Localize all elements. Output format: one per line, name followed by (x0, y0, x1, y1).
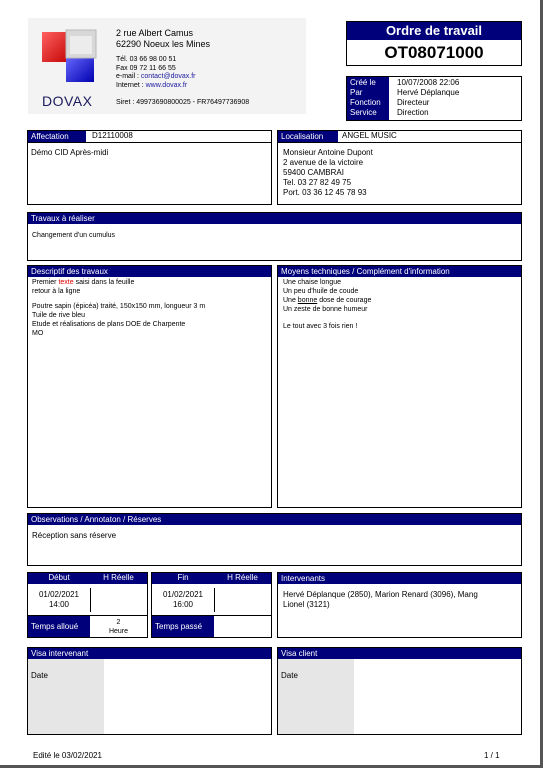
descriptif-label: Descriptif des travaux (28, 266, 271, 277)
order-title-box (346, 21, 522, 66)
intervenants-line-2: Lionel (3121) (283, 600, 330, 609)
meta-label-by: Par (350, 88, 363, 97)
travaux-box (27, 212, 522, 261)
localisation-box (277, 130, 522, 205)
debut-box (27, 572, 148, 638)
contact-name: Monsieur Antoine Dupont (283, 148, 373, 157)
intervenants-text (283, 590, 478, 610)
meta-value-created: 10/07/2008 22:06 (397, 78, 460, 87)
descriptif-text (32, 278, 205, 338)
company-address (116, 28, 210, 50)
moyens-line-1: Une chaise longue (283, 279, 341, 286)
visa-client-date-label: Date (281, 671, 298, 680)
contact-city: 59400 CAMBRAI (283, 168, 344, 177)
contact-phone: Tel. 03 27 82 49 75 (283, 178, 352, 187)
travaux-label: Travaux à réaliser (28, 213, 521, 224)
travaux-text: Changement d'un cumulus (32, 232, 116, 239)
address-line-2: 62290 Noeux les Mines (116, 39, 211, 49)
fin-label: Fin (177, 573, 189, 582)
meta-label-service: Service (350, 108, 377, 117)
meta-value-service: Direction (397, 108, 429, 117)
affectation-box (27, 130, 272, 205)
meta-row-function (347, 98, 521, 108)
visa-intervenant-label: Visa intervenant (28, 648, 271, 659)
affectation-code: D12110008 (92, 131, 133, 140)
web-label: Internet : (116, 81, 146, 89)
debut-time: 14:00 (48, 600, 70, 609)
order-meta-box (346, 76, 522, 121)
descriptif-line-1-red: texte (58, 279, 74, 286)
temps-alloue-unit: Heure (108, 628, 129, 635)
descriptif-line-6: MO (32, 330, 44, 337)
localisation-name: ANGEL MUSIC (342, 131, 397, 140)
observations-box (27, 513, 522, 566)
fin-date: 01/02/2021 (162, 590, 204, 599)
descriptif-line-2: retour à la ligne (32, 288, 81, 295)
moyens-text (283, 278, 371, 331)
moyens-line-3-post: dose de courage (317, 297, 372, 304)
temps-alloue-value: 2 (116, 619, 121, 626)
affectation-text: Démo CID Après-midi (31, 148, 109, 157)
company-fax: Fax 09 72 11 66 55 (116, 64, 176, 72)
localisation-address (283, 148, 373, 198)
descriptif-line-5: Etude et réalisations de plans DOE de Charpente (32, 321, 186, 328)
fin-hreelle-label: H Réelle (227, 573, 258, 582)
meta-row-service (347, 108, 521, 118)
debut-date: 01/02/2021 (38, 590, 80, 599)
email-label: e-mail : (116, 73, 141, 80)
meta-label-function: Fonction (350, 98, 381, 107)
meta-row-by (347, 88, 521, 98)
fin-divider (214, 588, 215, 612)
descriptif-line-1-pre: Premier (32, 279, 59, 286)
moyens-line-2: Un peu d'huile de coude (283, 288, 359, 295)
visa-client-box (277, 647, 522, 735)
meta-value-function: Directeur (397, 98, 430, 107)
order-title: Ordre de travail (347, 22, 521, 40)
descriptif-line-1 (32, 278, 205, 287)
fin-time: 16:00 (172, 600, 194, 609)
visa-intervenant-box (27, 647, 272, 735)
moyens-label: Moyens techniques / Complément d'information (278, 266, 521, 277)
contact-street: 2 avenue de la victoire (283, 158, 364, 167)
affectation-rule (28, 142, 271, 143)
footer-edited: Edité le 03/02/2021 (33, 751, 102, 760)
intervenants-line-1: Hervé Déplanque (2850), Marion Renard (3096), Mang (283, 590, 478, 599)
web-link[interactable]: www.dovax.fr (145, 81, 188, 89)
meta-label-created: Créé le (350, 78, 376, 87)
descriptif-line-3: Poutre sapin (épicéa) traité, 150x150 mm, longueur 3 m (32, 303, 206, 310)
intervenants-label: Intervenants (278, 573, 521, 584)
descriptif-box (27, 265, 272, 508)
contact-mobile: Port. 03 36 12 45 78 93 (283, 188, 367, 197)
descriptif-line-4: Tuile de rive bleu (32, 312, 86, 319)
moyens-line-4: Un zeste de bonne humeur (283, 306, 368, 313)
debut-hreelle-label: H Réelle (103, 573, 134, 582)
address-line-1: 2 rue Albert Camus (116, 28, 194, 38)
observations-label: Observations / Annotaton / Réserves (28, 514, 521, 525)
moyens-line-5: Le tout avec 3 fois rien ! (283, 323, 358, 330)
company-contact (116, 56, 195, 90)
company-name: DOVAX (42, 93, 93, 109)
moyens-line-blank (283, 314, 371, 322)
email-link[interactable]: contact@dovax.fr (140, 73, 196, 80)
dovax-logo (40, 26, 110, 94)
localisation-rule (278, 142, 521, 143)
company-siret: Siret : 49973690800025 - FR76497736908 (116, 99, 250, 106)
meta-row-created (347, 78, 521, 88)
moyens-line-3-pre: Une (283, 297, 298, 304)
company-tel: Tél. 03 66 98 00 51 (116, 56, 177, 63)
visa-client-label: Visa client (278, 648, 521, 659)
moyens-line-3 (283, 296, 371, 305)
intervenants-box (277, 572, 522, 638)
meta-value-by: Hervé Déplanque (397, 88, 460, 97)
visa-intervenant-date-label: Date (31, 671, 48, 680)
debut-label: Début (48, 573, 70, 582)
descriptif-line-1-post: saisi dans la feuille (73, 279, 135, 286)
localisation-label: Localisation (278, 131, 338, 142)
temps-alloue-label: Temps alloué (28, 616, 90, 637)
company-email-row (116, 73, 195, 82)
affectation-label: Affectation (28, 131, 86, 142)
moyens-box (277, 265, 522, 508)
observations-text: Réception sans réserve (32, 531, 117, 540)
fin-box (151, 572, 272, 638)
order-number: OT08071000 (384, 43, 484, 62)
debut-divider (90, 588, 91, 612)
moyens-line-3-underlined: bonne (297, 297, 318, 304)
footer-page: 1 / 1 (484, 751, 500, 760)
dovax-logo-icon (40, 26, 110, 94)
company-web-row (116, 82, 195, 91)
temps-passe-label: Temps passé (152, 616, 214, 637)
